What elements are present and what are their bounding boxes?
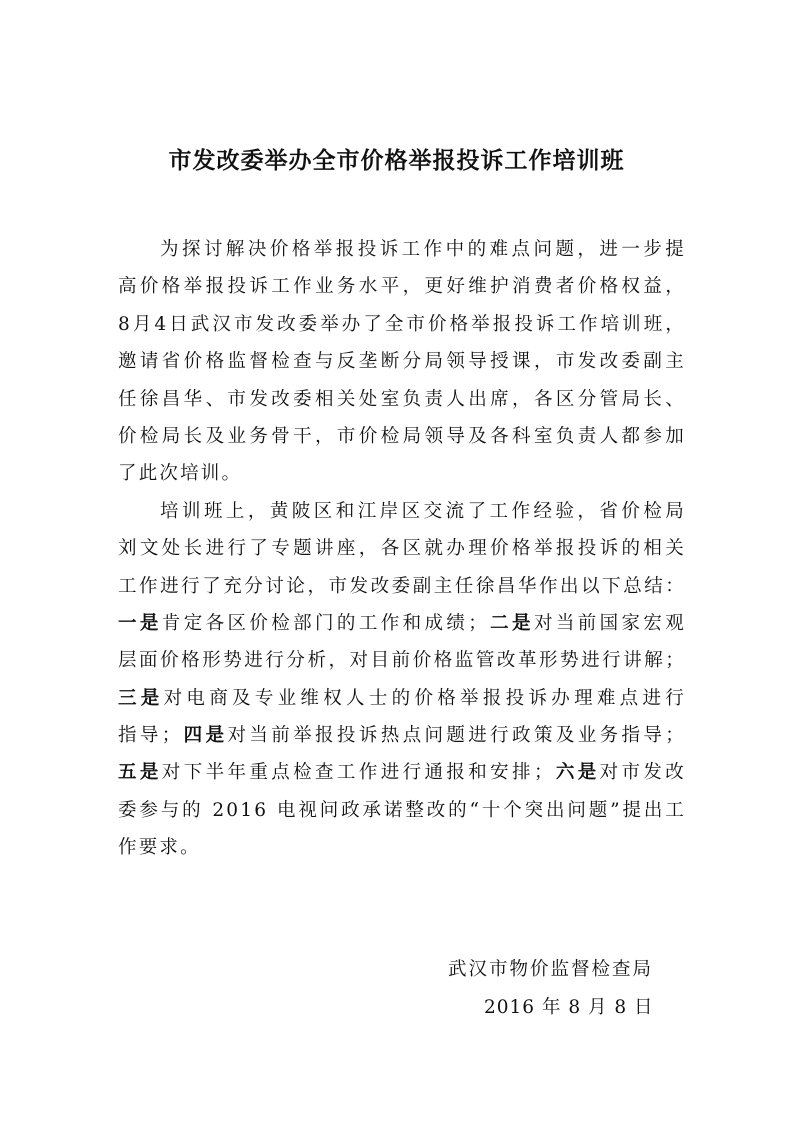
paragraph-1-line: 价检局长及业务骨干，市价检局领导及各科室负责人都参加 xyxy=(118,425,686,447)
summary-item-text: 肯定各区价检部门的工作和成绩； xyxy=(161,612,489,634)
paragraph-2-line xyxy=(118,605,686,642)
paragraph-2-line: 培训班上，黄陂区和江岸区交流了工作经验，省价检局 xyxy=(160,500,686,522)
summary-item-label: 二是 xyxy=(488,612,534,634)
document-title: 市发改委举办全市价格举报投诉工作培训班 xyxy=(168,148,625,174)
paragraph-2-line: 工作进行了充分讨论，市发改委副主任徐昌华作出以下总结： xyxy=(118,575,686,597)
summary-item-text: 对当前举报投诉热点问题进行政策及业务指导； xyxy=(227,725,686,747)
document-body xyxy=(118,231,686,867)
summary-item-label: 四是 xyxy=(182,725,228,747)
signature-date: 2016 年 8 月 8 日 xyxy=(484,997,654,1018)
paragraph-2 xyxy=(118,493,686,867)
summary-item-text: 对当前国家宏观 xyxy=(533,612,686,634)
paragraph-2-line: 作要求。 xyxy=(118,837,201,859)
summary-item-text: 对下半年重点检查工作进行通报和安排； xyxy=(161,762,555,784)
paragraph-2-line: 委参与的 2016 电视问政承诺整改的“十个突出问题”提出工 xyxy=(118,799,686,821)
paragraph-1-line: 任徐昌华、市发改委相关处室负责人出席，各区分管局长、 xyxy=(118,388,686,410)
paragraph-2-line xyxy=(118,754,686,791)
paragraph-1-line: 8月4日武汉市发改委举办了全市价格举报投诉工作培训班， xyxy=(118,313,686,335)
paragraph-1-line: 高价格举报投诉工作业务水平，更好维护消费者价格权益， xyxy=(118,276,686,298)
signature-organization: 武汉市物价监督检查局 xyxy=(448,959,654,980)
summary-item-label: 一是 xyxy=(118,612,162,634)
summary-item-label: 三是 xyxy=(118,687,164,709)
summary-item-label: 六是 xyxy=(554,762,600,784)
paragraph-1-line: 为探讨解决价格举报投诉工作中的难点问题，进一步提 xyxy=(160,239,686,260)
paragraph-2-line xyxy=(118,717,686,754)
paragraph-1-line: 邀请省价格监督检查与反垄断分局领导授课，市发改委副主 xyxy=(118,351,686,373)
paragraph-1-line: 了此次培训。 xyxy=(118,463,243,485)
summary-item-text: 对电商及专业维权人士的价格举报投诉办理难点进行 xyxy=(163,687,686,709)
summary-item-text: 对市发改 xyxy=(599,762,686,784)
paragraph-1 xyxy=(118,231,686,493)
paragraph-2-line: 刘文处长进行了专题讲座，各区就办理价格举报投诉的相关 xyxy=(118,538,686,560)
summary-item-label: 五是 xyxy=(118,762,162,784)
paragraph-2-line: 层面价格形势进行分析，对目前价格监管改革形势进行讲解； xyxy=(118,650,686,672)
paragraph-2-line xyxy=(118,680,686,717)
summary-item-text: 指导； xyxy=(118,725,183,747)
